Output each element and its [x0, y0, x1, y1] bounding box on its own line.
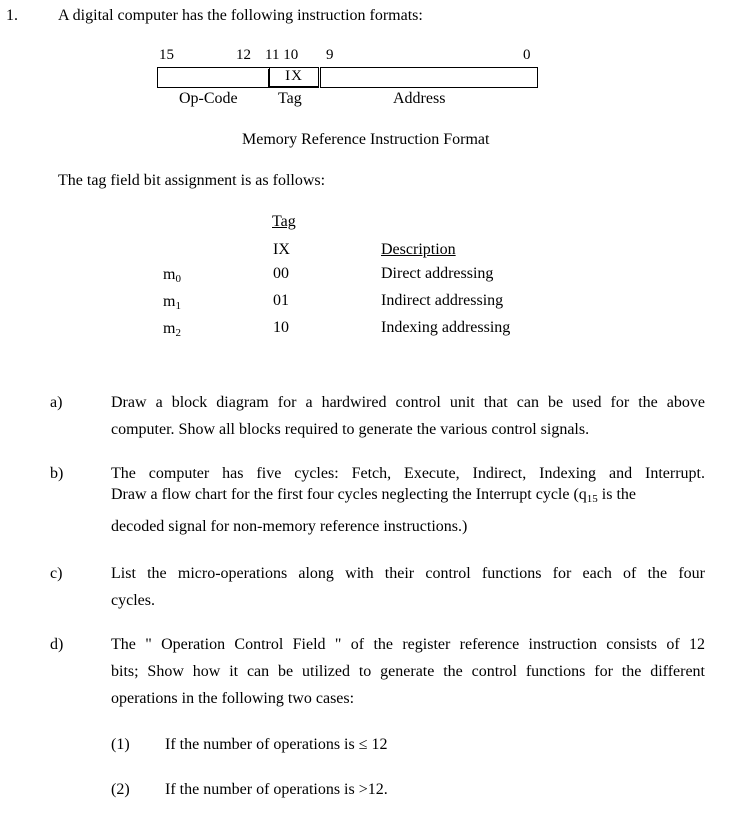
case-number: (1) [111, 736, 130, 753]
mode-description: Indexing addressing [381, 319, 511, 336]
opcode-label: Op-Code [179, 90, 238, 107]
part-b-line1: The computer has five cycles: Fetch, Execute, Indirect, Indexing and Interrupt. [111, 465, 705, 482]
address-field-box [320, 67, 538, 88]
mode-symbol [163, 267, 181, 283]
ix-label: IX [268, 69, 319, 87]
tag-header: Tag [272, 213, 296, 230]
part-c-line2: cycles. [111, 592, 155, 609]
bit-12-label: 12 [236, 47, 251, 63]
mode-subscript: 2 [175, 327, 181, 339]
part-b-line3: decoded signal for non-memory reference instructions.) [111, 518, 468, 535]
tag-code: 00 [273, 265, 289, 282]
bit-15-label: 15 [159, 47, 174, 63]
mode-letter: m [163, 293, 176, 310]
mode-description: Direct addressing [381, 265, 494, 282]
format-caption: Memory Reference Instruction Format [242, 131, 490, 148]
question-number: 1. [6, 7, 18, 24]
mode-description: Indirect addressing [381, 292, 504, 309]
part-d-label: d) [50, 636, 64, 653]
part-b-line2 [111, 487, 636, 503]
part-b-line2-post: is the [597, 486, 637, 503]
case-number: (2) [111, 781, 130, 798]
mode-letter: m [163, 320, 176, 337]
case-text [165, 782, 388, 798]
tag-code: 10 [273, 319, 289, 336]
tag-code: 01 [273, 292, 289, 309]
tag-field-box [268, 67, 319, 88]
part-a-line2: computer. Show all blocks required to generate the various control signals. [111, 421, 590, 438]
part-c-label: c) [50, 565, 63, 582]
question-intro: A digital computer has the following instruction formats: [58, 7, 423, 24]
bit-0-label: 0 [523, 47, 531, 63]
greater-than-symbol: > [358, 781, 368, 798]
mode-symbol [163, 294, 181, 310]
mode-subscript: 0 [175, 273, 181, 285]
address-label: Address [393, 90, 446, 107]
part-c-line1: List the micro-operations along with their control functions for each of the four [111, 565, 705, 582]
description-header: Description [381, 241, 456, 258]
case-text-body: If the number of operations is [165, 781, 359, 798]
case-value: 12 [367, 736, 388, 753]
case-value: 12. [367, 781, 388, 798]
case-text-body: If the number of operations is [165, 736, 359, 753]
mode-letter: m [163, 266, 176, 283]
part-d-line1: The " Operation Control Field " of the register reference instruction consists of 12 [111, 636, 705, 653]
less-equal-symbol: ≤ [358, 736, 368, 753]
tag-label: Tag [278, 90, 302, 107]
case-text [165, 737, 388, 753]
opcode-field-box [157, 67, 270, 88]
part-d-line3: operations in the following two cases: [111, 690, 355, 707]
part-a-label: a) [50, 394, 63, 411]
part-a-line1: Draw a block diagram for a hardwired control unit that can be used for the above [111, 394, 705, 411]
mode-symbol [163, 321, 181, 337]
bit-11-10-label: 11 10 [265, 47, 299, 63]
part-b-label: b) [50, 465, 64, 482]
q15-subscript: 15 [586, 493, 598, 505]
bit-9-label: 9 [326, 47, 334, 63]
ix-header: IX [273, 241, 290, 258]
part-d-line2: bits; Show how it can be utilized to generate the control functions for the different [111, 663, 705, 680]
mode-subscript: 1 [175, 300, 181, 312]
part-b-line2-pre: Draw a flow chart for the first four cycles neglecting the Interrupt cycle (q [111, 486, 587, 503]
tag-field-intro: The tag field bit assignment is as follows: [58, 172, 326, 189]
